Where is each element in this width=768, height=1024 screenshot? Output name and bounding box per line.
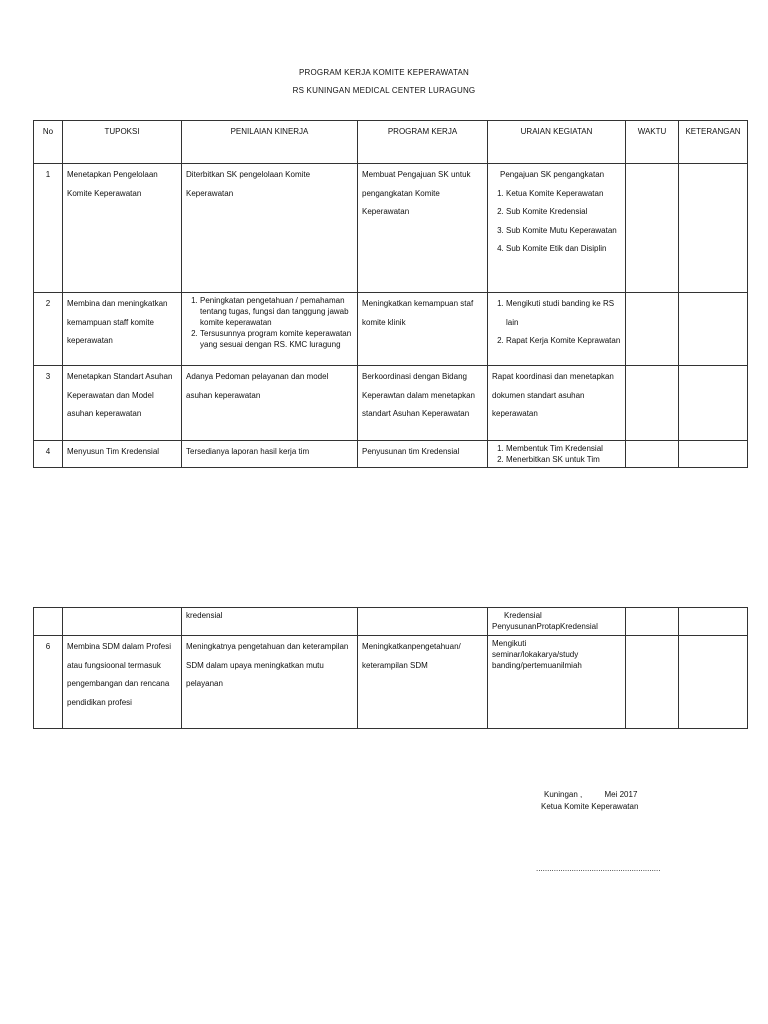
uraian-list — [492, 295, 621, 351]
header-tupoksi: TUPOKSI — [63, 121, 182, 164]
uraian-list — [492, 443, 621, 465]
cell-no — [34, 608, 63, 636]
list-item: 1. Mengikuti studi banding ke RS lain — [506, 295, 621, 332]
cell-waktu — [626, 164, 679, 293]
cell-uraian — [488, 164, 626, 293]
cell-uraian — [488, 293, 626, 366]
cell-tupoksi: Membina dan meningkatkan kemampuan staff komite keperawatan — [63, 293, 182, 366]
list-item: 2. Menerbitkan SK untuk Tim — [506, 454, 621, 465]
list-item: 1. Ketua Komite Keperawatan — [506, 185, 621, 204]
cell-waktu — [626, 366, 679, 441]
cell-program: Berkoordinasi dengan Bidang Keperawtan dalam menetapkan standart Asuhan Keperawatan — [358, 366, 488, 441]
cell-program: Penyusunan tim Kredensial — [358, 441, 488, 468]
table-row — [34, 293, 748, 366]
document-subtitle: RS KUNINGAN MEDICAL CENTER LURAGUNG — [292, 86, 476, 95]
penilaian-list — [186, 295, 353, 350]
cell-waktu — [626, 293, 679, 366]
table-row — [34, 636, 748, 729]
header-waktu: WAKTU — [626, 121, 679, 164]
cell-tupoksi: Membina SDM dalam Profesi atau fungsioonal termasuk pengembangan dan rencana pendidikan profesi — [63, 636, 182, 729]
list-item: 4. Sub Komite Etik dan Disiplin — [506, 240, 621, 259]
cell-keterangan — [679, 608, 748, 636]
table-header-row — [34, 121, 748, 164]
cell-penilaian: kredensial — [182, 608, 358, 636]
document-title: PROGRAM KERJA KOMITE KEPERAWATAN — [299, 68, 469, 77]
list-item: 2. Tersusunnya program komite keperawatan yang sesuai dengan RS. KMC luragung — [200, 328, 353, 350]
uraian-intro: Pengajuan SK pengangkatan — [500, 170, 605, 179]
cell-penilaian: Tersedianya laporan hasil kerja tim — [182, 441, 358, 468]
cell-tupoksi: Menetapkan Standart Asuhan Keperawatan dan Model asuhan keperawatan — [63, 366, 182, 441]
header-penilaian: PENILAIAN KINERJA — [182, 121, 358, 164]
program-table-continued — [33, 607, 748, 729]
cell-uraian: Rapat koordinasi dan menetapkan dokumen standart asuhan keperawatan — [488, 366, 626, 441]
header-program: PROGRAM KERJA — [358, 121, 488, 164]
signature-role: Ketua Komite Keperawatan — [541, 802, 639, 811]
cell-penilaian: Diterbitkan SK pengelolaan Komite Keperawatan — [182, 164, 358, 293]
list-item: 1. Membentuk Tim Kredensial — [506, 443, 621, 454]
cell-keterangan — [679, 293, 748, 366]
cell-penilaian: Meningkatnya pengetahuan dan keterampilan SDM dalam upaya meningkatkan mutu pelayanan — [182, 636, 358, 729]
cell-uraian — [488, 636, 626, 729]
cell-no: 6 — [34, 636, 63, 729]
table-row — [34, 164, 748, 293]
header-keterangan: KETERANGAN — [679, 121, 748, 164]
list-item: 2. Sub Komite Kredensial — [506, 203, 621, 222]
cell-waktu — [626, 441, 679, 468]
list-item: 3. Sub Komite Mutu Keperawatan — [506, 222, 621, 241]
cell-penilaian — [182, 293, 358, 366]
cell-keterangan — [679, 366, 748, 441]
cell-program: Meningkatkanpengetahuan/ keterampilan SDM — [358, 636, 488, 729]
list-item: 2. Rapat Kerja Komite Keprawatan — [506, 332, 621, 351]
cell-program: Meningkatkan kemampuan staf komite klinik — [358, 293, 488, 366]
program-table — [33, 120, 748, 468]
uraian-line: Kredensial — [504, 611, 542, 620]
signature-place-date: Kuningan , Mei 2017 — [544, 790, 638, 799]
cell-tupoksi: Menyusun Tim Kredensial — [63, 441, 182, 468]
cell-no: 2 — [34, 293, 63, 366]
cell-uraian — [488, 608, 626, 636]
cell-keterangan — [679, 164, 748, 293]
uraian-line: seminar/lokakarya/study — [492, 650, 579, 659]
cell-uraian — [488, 441, 626, 468]
list-item: 1. Peningkatan pengetahuan / pemahaman tentang tugas, fungsi dan tanggung jawab komite keperawatan — [200, 295, 353, 328]
table-row — [34, 441, 748, 468]
header-uraian: URAIAN KEGIATAN — [488, 121, 626, 164]
uraian-list — [492, 185, 621, 259]
cell-tupoksi: Menetapkan Pengelolaan Komite Keperawatan — [63, 164, 182, 293]
cell-penilaian: Adanya Pedoman pelayanan dan model asuhan keperawatan — [182, 366, 358, 441]
uraian-line: Mengikuti — [492, 639, 527, 648]
signature-line: ........................................................ — [536, 864, 661, 873]
cell-keterangan — [679, 636, 748, 729]
cell-no: 1 — [34, 164, 63, 293]
header-no: No — [34, 121, 63, 164]
cell-waktu — [626, 608, 679, 636]
uraian-line: PenyusunanProtapKredensial — [492, 622, 598, 631]
cell-program — [358, 608, 488, 636]
cell-tupoksi — [63, 608, 182, 636]
uraian-line: banding/pertemuanilmiah — [492, 661, 582, 670]
table-row — [34, 366, 748, 441]
cell-no: 3 — [34, 366, 63, 441]
cell-program: Membuat Pengajuan SK untuk pengangkatan Komite Keperawatan — [358, 164, 488, 293]
cell-no: 4 — [34, 441, 63, 468]
cell-keterangan — [679, 441, 748, 468]
cell-waktu — [626, 636, 679, 729]
table-row — [34, 608, 748, 636]
